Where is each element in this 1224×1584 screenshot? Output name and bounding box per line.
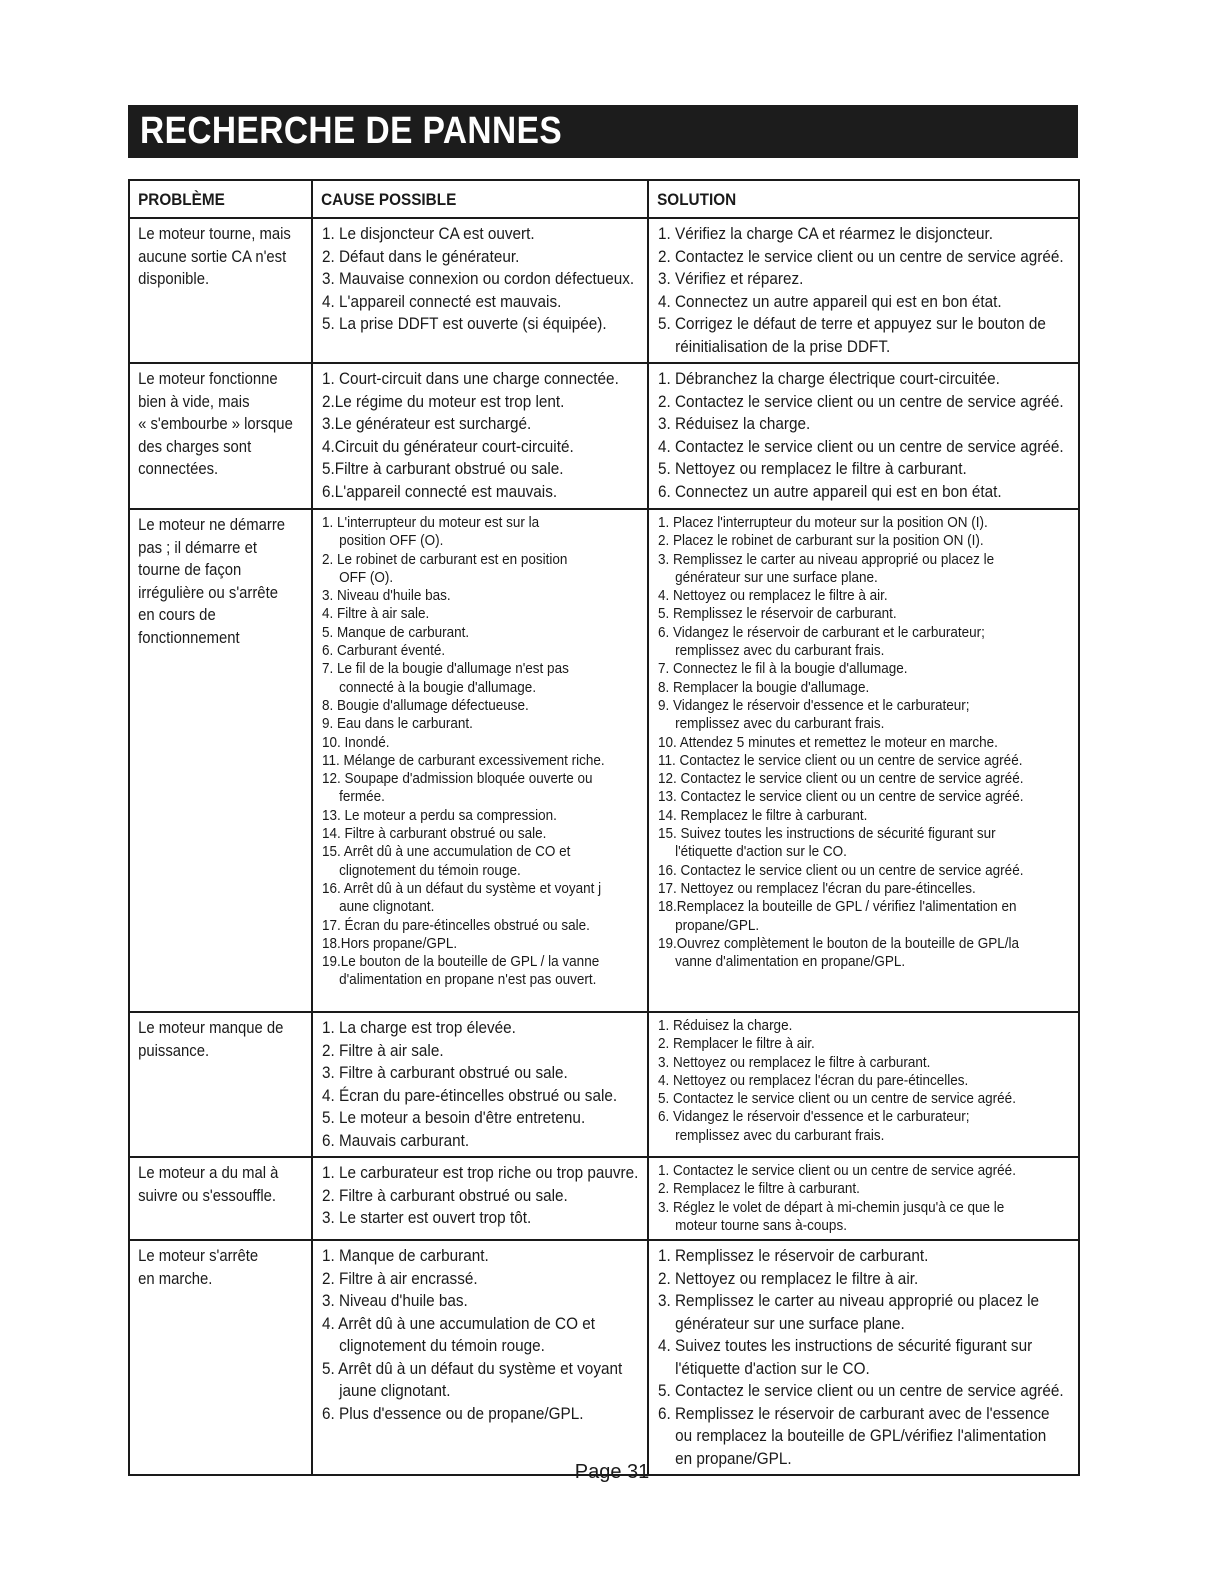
list-item: [322, 752, 613, 770]
list-item-line: 16. Arrêt dû à un défaut du système et voyant j: [322, 879, 602, 897]
list-item: [322, 514, 613, 551]
list-item-line: 3. Remplissez le carter au niveau approprié ou placez le: [658, 1291, 1040, 1311]
page-number: Page 31: [574, 1461, 650, 1483]
list-item: [322, 642, 613, 660]
list-item-line: 2. Contactez le service client ou un centre de service agréé.: [658, 391, 1064, 411]
cause-cell-list: [322, 1245, 645, 1425]
table-row: [129, 1240, 1079, 1475]
list-item-line: 5. Le moteur a besoin d'être entretenu.: [322, 1108, 586, 1127]
list-item-line: 3. Réglez le volet de départ à mi-chemin jusqu'à ce que le: [658, 1198, 1005, 1216]
cause-cell: [312, 363, 648, 509]
solution-cell: [648, 1240, 1079, 1475]
list-item: [658, 291, 1034, 314]
list-item-line: 2. Placez le robinet de carburant sur la position ON (I).: [658, 532, 984, 550]
cause-cell: [312, 1012, 648, 1157]
list-item-line: 3. Vérifiez et réparez.: [658, 269, 804, 288]
list-item: [322, 1290, 613, 1313]
list-item-line: 2. Filtre à carburant obstrué ou sale.: [322, 1185, 568, 1205]
list-item-line: 4. Connectez un autre appareil qui est en bon état.: [658, 291, 1002, 311]
list-item-line: 5.Filtre à carburant obstrué ou sale.: [322, 459, 564, 478]
list-item: [658, 1035, 1034, 1053]
list-item: [658, 1162, 1034, 1180]
list-item-line: 6. Mauvais carburant.: [322, 1130, 470, 1150]
list-item-line: 19.Le bouton de la bouteille de GPL / la vanne: [322, 953, 600, 971]
list-item: [322, 880, 613, 917]
list-item: [322, 935, 613, 953]
list-item-line: 3. Niveau d'huile bas.: [322, 587, 451, 605]
list-item-line: 14. Remplacez le filtre à carburant.: [658, 806, 868, 824]
list-item-line: 2. Remplacez le filtre à carburant.: [658, 1180, 860, 1198]
list-item-line: OFF (O).: [339, 568, 394, 586]
problem-cell: [129, 363, 312, 509]
list-item: [322, 715, 613, 733]
list-item-line: 1. Manque de carburant.: [322, 1246, 489, 1266]
list-item: [658, 770, 1034, 788]
page-title: RECHERCHE DE PANNES: [140, 110, 563, 152]
list-item: [322, 551, 613, 588]
list-item-line: 8. Remplacer la bougie d'allumage.: [658, 678, 870, 696]
list-item: [658, 587, 1034, 605]
list-item-line: 5. Nettoyez ou remplacez le filtre à carburant.: [658, 459, 967, 478]
list-item-line: 8. Bougie d'allumage défectueuse.: [322, 696, 529, 714]
list-item-line: 1. Débranchez la charge électrique court-circuitée.: [658, 369, 1000, 388]
list-item: [322, 481, 613, 504]
list-item-line: 1. Réduisez la charge.: [658, 1017, 793, 1034]
cause-cell: [312, 1240, 648, 1475]
list-item: [658, 624, 1034, 661]
list-item: [658, 223, 1034, 246]
problem-cell: [129, 1012, 312, 1157]
table-row: [129, 509, 1079, 1012]
list-item: [658, 825, 1034, 862]
list-item: [322, 605, 613, 623]
list-item-line: 16. Contactez le service client ou un centre de service agréé.: [658, 861, 1024, 879]
list-item-line: 10. Attendez 5 minutes et remettez le moteur en marche.: [658, 733, 998, 751]
problem-text: Le moteur tourne, mais aucune sortie CA n'est disponible.: [138, 225, 291, 288]
list-item: [658, 1090, 1034, 1108]
list-item: [658, 752, 1034, 770]
table-row: [129, 218, 1079, 363]
list-item: [322, 1185, 613, 1208]
list-item: [322, 391, 613, 414]
list-item: [658, 313, 1046, 358]
list-item-line: remplissez avec du carburant frais.: [675, 715, 885, 733]
cause-cell: [312, 509, 648, 1012]
list-item-line: 1. Placez l'interrupteur du moteur sur la position ON (I).: [658, 514, 988, 531]
list-item-line: 4. Arrêt dû à une accumulation de CO et: [322, 1313, 596, 1333]
list-item-line: en propane/GPL.: [675, 1448, 792, 1468]
list-item-line: 13. Contactez le service client ou un centre de service agréé.: [658, 788, 1024, 806]
table-row: [129, 1012, 1079, 1157]
list-item-line: 4. Nettoyez ou remplacez l'écran du pare-étincelles.: [658, 1071, 969, 1089]
list-item: [658, 1380, 1064, 1403]
list-item-line: 3. Niveau d'huile bas.: [322, 1291, 468, 1311]
list-item: [658, 935, 1034, 972]
list-item-line: 15. Suivez toutes les instructions de sécurité figurant sur: [658, 825, 996, 843]
list-item: [322, 1245, 613, 1268]
list-item: [322, 436, 613, 459]
cause-cell: [312, 1157, 648, 1240]
list-item: [322, 734, 613, 752]
list-item-line: l'étiquette d'action sur le CO.: [675, 1358, 870, 1378]
solution-cell-list: [658, 223, 1076, 358]
list-item: [322, 246, 613, 269]
list-item-line: connecté à la bougie d'allumage.: [339, 678, 537, 696]
list-item-line: 12. Soupape d'admission bloquée ouverte ou: [322, 770, 593, 788]
list-item-line: 1. La charge est trop élevée.: [322, 1018, 516, 1037]
list-item: [322, 1130, 613, 1153]
list-item-line: 6. Plus d'essence ou de propane/GPL.: [322, 1403, 584, 1423]
list-item-line: 18.Hors propane/GPL.: [322, 934, 458, 952]
list-item: [658, 514, 1034, 532]
list-item-line: 6. Connectez un autre appareil qui est en bon état.: [658, 481, 1002, 501]
list-item-line: 9. Vidangez le réservoir d'essence et le carburateur;: [658, 696, 970, 714]
list-item-line: 4. Nettoyez ou remplacez le filtre à air.: [658, 587, 888, 605]
list-item-line: 12. Contactez le service client ou un centre de service agréé.: [658, 770, 1024, 788]
list-item: [322, 1062, 613, 1085]
list-item: [322, 953, 613, 990]
list-item: [322, 587, 613, 605]
list-item-line: 9. Eau dans le carburant.: [322, 715, 473, 733]
solution-cell-list: [658, 514, 1076, 971]
list-item: [658, 679, 1034, 697]
table-row: [129, 1157, 1079, 1240]
list-item-line: remplissez avec du carburant frais.: [675, 642, 885, 660]
list-item-line: 2. Filtre à air sale.: [322, 1040, 444, 1060]
list-item: [658, 532, 1034, 550]
list-item-line: moteur tourne sans à-coups.: [675, 1216, 847, 1234]
list-item: [322, 770, 613, 807]
list-item-line: 1. Le carburateur est trop riche ou trop pauvre.: [322, 1163, 639, 1182]
list-item-line: 5. Contactez le service client ou un centre de service agréé.: [658, 1090, 1016, 1108]
solution-cell-list: [658, 1245, 1076, 1470]
list-item: [658, 734, 1034, 752]
list-item: [658, 1199, 1034, 1236]
list-item-line: 3. Remplissez le carter au niveau approprié ou placez le: [658, 550, 995, 568]
list-item: [322, 368, 619, 391]
list-item-line: réinitialisation de la prise DDFT.: [675, 336, 891, 356]
list-item-line: 11. Mélange de carburant excessivement riche.: [322, 751, 605, 769]
list-item: [658, 268, 1034, 291]
list-item: [322, 843, 613, 880]
list-item-line: vanne d'alimentation en propane/GPL.: [675, 953, 906, 971]
list-item: [658, 807, 1034, 825]
list-item: [658, 551, 1034, 588]
list-item: [322, 917, 613, 935]
list-item-line: 4.Circuit du générateur court-circuité.: [322, 436, 574, 456]
list-item: [658, 1290, 1040, 1335]
list-item: [658, 1245, 1034, 1268]
list-item: [658, 1180, 1034, 1198]
solution-cell: [648, 363, 1079, 509]
cause-cell-list: [322, 1017, 645, 1152]
list-item-line: d'alimentation en propane n'est pas ouvert.: [339, 971, 597, 989]
list-item-line: remplissez avec du carburant frais.: [675, 1126, 885, 1144]
list-item: [658, 1268, 1034, 1291]
list-item: [658, 788, 1034, 806]
list-item: [322, 1358, 623, 1403]
cause-cell: [312, 218, 648, 363]
list-item-line: 6.L'appareil connecté est mauvais.: [322, 481, 558, 501]
list-item: [322, 1107, 613, 1130]
list-item-line: fermée.: [339, 788, 385, 806]
list-item-line: 15. Arrêt dû à une accumulation de CO et: [322, 843, 571, 861]
list-item: [658, 1335, 1034, 1380]
troubleshooting-table: [128, 179, 1080, 1476]
solution-cell-list: [658, 1162, 1076, 1235]
list-item-line: clignotement du témoin rouge.: [339, 1336, 545, 1356]
list-item-line: 2. Le robinet de carburant est en position: [322, 550, 568, 568]
problem-text: Le moteur s'arrête en marche.: [138, 1247, 259, 1288]
list-item: [658, 605, 1034, 623]
list-item-line: 5. Remplissez le réservoir de carburant.: [658, 605, 897, 623]
list-item-line: aune clignotant.: [339, 898, 435, 916]
list-item-line: 7. Le fil de la bougie d'allumage n'est pas: [322, 660, 569, 678]
header-solution: SOLUTION: [648, 180, 1079, 218]
list-item: [322, 1085, 618, 1108]
list-item-line: propane/GPL.: [675, 916, 760, 934]
list-item-line: 14. Filtre à carburant obstrué ou sale.: [322, 825, 547, 843]
list-item: [322, 291, 613, 314]
list-item: [658, 862, 1034, 880]
cause-cell-list: [322, 223, 645, 336]
list-item-line: 1. L'interrupteur du moteur est sur la: [322, 514, 540, 531]
cause-cell-list: [322, 368, 645, 503]
list-item: [658, 1054, 1034, 1072]
list-item: [658, 413, 1034, 436]
problem-text: Le moteur manque de puissance.: [138, 1019, 284, 1060]
list-item-line: 17. Écran du pare-étincelles obstrué ou sale.: [322, 916, 590, 934]
solution-cell-list: [658, 368, 1076, 503]
problem-text: Le moteur ne démarre pas ; il démarre et tourne de façon irrégulière ou s'arrête en cours de fonctionnement: [138, 516, 286, 647]
list-item-line: 10. Inondé.: [322, 733, 390, 751]
list-item-line: 11. Contactez le service client ou un centre de service agréé.: [658, 751, 1023, 769]
problem-text: Le moteur fonctionne bien à vide, mais « s'embourbe » lorsque des charges sont connectées.: [138, 370, 293, 478]
list-item: [322, 223, 613, 246]
list-item-line: 1. Le disjoncteur CA est ouvert.: [322, 224, 535, 243]
solution-cell: [648, 509, 1079, 1012]
list-item: [658, 391, 1064, 414]
list-item: [322, 660, 613, 697]
list-item-line: 17. Nettoyez ou remplacez l'écran du pare-étincelles.: [658, 879, 976, 897]
list-item: [322, 825, 613, 843]
list-item: [658, 368, 1034, 391]
table-row: [129, 363, 1079, 509]
list-item-line: 4. L'appareil connecté est mauvais.: [322, 291, 562, 311]
list-item-line: 3. Réduisez la charge.: [658, 414, 811, 433]
list-item-line: 4. Écran du pare-étincelles obstrué ou sale.: [322, 1085, 618, 1105]
problem-cell: [129, 509, 312, 1012]
list-item-line: générateur sur une surface plane.: [675, 1313, 905, 1333]
list-item-line: 5. La prise DDFT est ouverte (si équipée).: [322, 314, 607, 333]
list-item-line: 6. Remplissez le réservoir de carburant avec de l'essence: [658, 1403, 1050, 1423]
list-item-line: 4. Filtre à air sale.: [322, 605, 430, 623]
list-item-line: 2. Contactez le service client ou un centre de service agréé.: [658, 246, 1064, 266]
table-header-row: [129, 180, 1079, 218]
list-item-line: 1. Court-circuit dans une charge connectée.: [322, 369, 619, 388]
list-item-line: l'étiquette d'action sur le CO.: [675, 843, 847, 861]
list-item-line: 2. Filtre à air encrassé.: [322, 1268, 478, 1288]
list-item: [322, 1313, 613, 1358]
list-item-line: 5. Manque de carburant.: [322, 623, 470, 641]
list-item: [322, 1017, 613, 1040]
list-item: [658, 481, 1034, 504]
list-item-line: 4. Contactez le service client ou un centre de service agréé.: [658, 436, 1064, 456]
list-item-line: 4. Suivez toutes les instructions de sécurité figurant sur: [658, 1336, 1033, 1356]
cause-cell-list: [322, 1162, 645, 1230]
list-item-line: générateur sur une surface plane.: [675, 568, 878, 586]
list-item: [322, 697, 613, 715]
list-item-line: 3. Filtre à carburant obstrué ou sale.: [322, 1063, 568, 1082]
list-item-line: jaune clignotant.: [339, 1381, 451, 1401]
list-item-line: 1. Remplissez le réservoir de carburant.: [658, 1246, 929, 1266]
list-item-line: 2. Remplacer le filtre à air.: [658, 1035, 815, 1053]
solution-cell: [648, 1157, 1079, 1240]
list-item-line: 3. Mauvaise connexion ou cordon défectueux.: [322, 269, 635, 288]
title-bar: [128, 105, 1078, 158]
list-item: [322, 1040, 613, 1063]
list-item: [322, 413, 613, 436]
list-item-line: 6. Vidangez le réservoir d'essence et le carburateur;: [658, 1108, 970, 1126]
list-item-line: 2.Le régime du moteur est trop lent.: [322, 391, 565, 411]
list-item-line: 1. Vérifiez la charge CA et réarmez le disjoncteur.: [658, 224, 994, 243]
list-item-line: 13. Le moteur a perdu sa compression.: [322, 806, 557, 824]
problem-cell: [129, 1157, 312, 1240]
list-item: [322, 458, 613, 481]
list-item: [658, 880, 1034, 898]
list-item: [658, 898, 1034, 935]
list-item-line: 6. Carburant éventé.: [322, 642, 446, 660]
solution-cell: [648, 218, 1079, 363]
list-item: [322, 1268, 613, 1291]
list-item: [322, 313, 613, 336]
list-item: [658, 1072, 1034, 1090]
list-item-line: 18.Remplacez la bouteille de GPL / vérifiez l'alimentation en: [658, 898, 1017, 916]
list-item-line: 1. Contactez le service client ou un centre de service agréé.: [658, 1162, 1016, 1179]
problem-text: Le moteur a du mal à suivre ou s'essouffle.: [138, 1164, 279, 1205]
list-item: [658, 246, 1064, 269]
list-item: [658, 697, 1034, 734]
list-item-line: 3.Le générateur est surchargé.: [322, 414, 532, 433]
list-item: [322, 1162, 639, 1185]
list-item-line: clignotement du témoin rouge.: [339, 861, 521, 879]
list-item: [322, 1207, 613, 1230]
list-item: [658, 1017, 1034, 1035]
list-item: [322, 624, 613, 642]
list-item-line: 5. Contactez le service client ou un centre de service agréé.: [658, 1381, 1064, 1401]
list-item: [322, 268, 635, 291]
list-item-line: ou remplacez la bouteille de GPL/vérifiez l'alimentation: [675, 1426, 1047, 1446]
list-item-line: 2. Défaut dans le générateur.: [322, 246, 520, 266]
list-item-line: 6. Vidangez le réservoir de carburant et le carburateur;: [658, 623, 985, 641]
header-problem: PROBLÈME: [129, 180, 312, 218]
list-item: [658, 458, 1034, 481]
problem-cell: [129, 1240, 312, 1475]
list-item: [658, 436, 1064, 459]
list-item-line: 7. Connectez le fil à la bougie d'allumage.: [658, 660, 908, 678]
list-item-line: 3. Nettoyez ou remplacez le filtre à carburant.: [658, 1053, 931, 1071]
list-item-line: 5. Arrêt dû à un défaut du système et voyant: [322, 1358, 623, 1378]
list-item: [322, 1403, 613, 1426]
list-item: [658, 660, 1034, 678]
list-item-line: 3. Le starter est ouvert trop tôt.: [322, 1208, 532, 1227]
solution-cell-list: [658, 1017, 1076, 1145]
problem-cell: [129, 218, 312, 363]
solution-cell: [648, 1012, 1079, 1157]
list-item-line: position OFF (O).: [339, 532, 444, 550]
cause-cell-list: [322, 514, 645, 990]
header-cause: CAUSE POSSIBLE: [312, 180, 648, 218]
list-item-line: 5. Corrigez le défaut de terre et appuyez sur le bouton de: [658, 314, 1046, 333]
list-item: [658, 1108, 1034, 1145]
list-item-line: 19.Ouvrez complètement le bouton de la bouteille de GPL/la: [658, 934, 1019, 952]
list-item-line: 2. Nettoyez ou remplacez le filtre à air.: [658, 1268, 919, 1288]
list-item: [322, 807, 613, 825]
